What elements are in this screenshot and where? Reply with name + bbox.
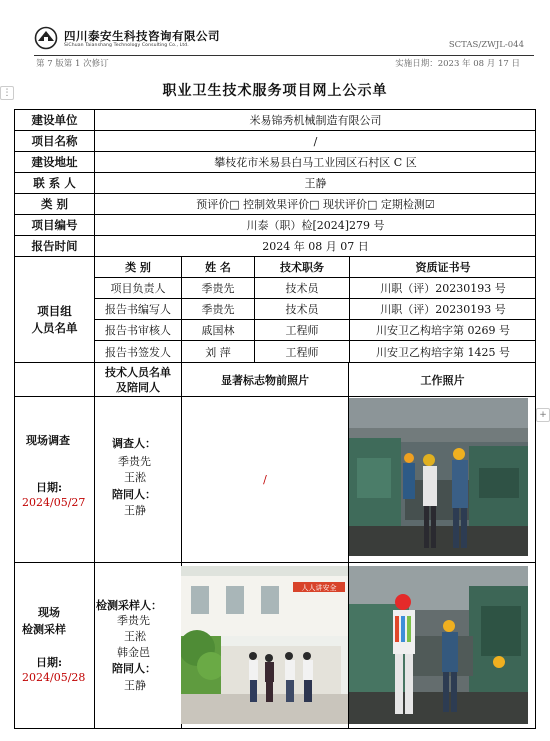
member-cert: 川职（评）20230193 号 [350,299,536,320]
contact-label: 联 系 人 [15,173,95,194]
staff-header-line1: 技术人员名单 [105,365,171,379]
report-time-value: 2024 年 08 月 07 日 [95,236,536,257]
survey-companion-label: 陪同人： [112,488,156,501]
member-name: 戚国林 [182,320,255,341]
sampling-label-line1: 现场 [38,606,60,619]
company-name-en: SiChuan Taianshang Technology Consulting Co., Ltd. [64,43,189,48]
member-role: 报告书签发人 [95,341,182,363]
sampling-work-photo [349,566,528,724]
survey-companion-name: 王静 [124,504,146,517]
survey-label: 现场调查 [26,434,70,447]
company-name-cn: 四川泰安生科技咨询有限公司 [64,29,220,43]
survey-date-label: 日期: [36,481,63,494]
member-title: 工程师 [255,341,350,363]
implement-date: 实施日期：2023 年 08 月 17 日 [395,59,520,69]
sampling-date-label: 日期: [36,656,63,669]
investigator-name: 季贵先 [118,455,151,468]
sampler-label: 检测采样人： [96,599,162,612]
member-name: 刘 萍 [182,341,255,363]
unit-label: 建设单位 [15,110,95,131]
category-value: 预评价□ 控制效果评价□ 现状评价□ 定期检测☑ [95,194,536,215]
sampling-date: 2024/05/28 [22,671,86,684]
project-no-label: 项目编号 [15,215,95,236]
header-divider [34,55,534,56]
member-title: 技术员 [255,299,350,320]
member-role: 项目负责人 [95,278,182,299]
document-code: SCTAS/ZWJL-044 [448,40,524,50]
member-cert: 川安卫乙构培字第 1425 号 [350,341,536,363]
member-role: 报告书编写人 [95,299,182,320]
landmark-header: 显著标志物前照片 [182,363,349,397]
address-label: 建设地址 [15,152,95,173]
contact-value: 王静 [95,173,536,194]
survey-landmark-cell [182,397,349,563]
team-label [15,278,95,363]
sampling-companion-name: 王静 [124,679,146,692]
add-page-icon[interactable]: + [536,408,550,422]
sampling-label-line2: 检测采样 [22,623,66,636]
team-header-cert: 资质证书号 [350,257,536,278]
member-name: 季贵先 [182,278,255,299]
project-name-label: 项目名称 [15,131,95,152]
work-photo-header: 工作照片 [349,363,536,397]
survey-work-photo [349,398,528,556]
document-header [14,22,536,69]
member-cert: 川安卫乙构培字第 0269 号 [350,320,536,341]
team-header-name: 姓 名 [182,257,255,278]
team-header-role: 类 别 [95,257,182,278]
sampling-landmark-photo [181,566,348,724]
staff-header [95,363,182,397]
sampling-companion-label: 陪同人： [112,662,156,675]
company-logo-icon [34,26,58,50]
sampling-label-cell [15,563,95,729]
investigator-label: 调查人： [112,437,156,450]
address-value: 攀枝花市米易县白马工业园区石村区 C 区 [95,152,536,173]
report-time-label: 报告时间 [15,236,95,257]
left-collapse-icon[interactable]: ⋮ [0,86,14,100]
project-no-value: 川泰（职）检[2024]279 号 [95,215,536,236]
team-label-line1: 项目组 [37,304,72,318]
sampler-name: 季贵先 [117,614,150,627]
sampling-banner-text: 人人讲安全 [301,584,337,592]
member-role: 报告书审核人 [95,320,182,341]
sampler-name: 王淞 [124,630,146,643]
revision-text: 第 7 版第 1 次修订 [36,59,109,69]
member-name: 季贵先 [182,299,255,320]
photo-header-corner [15,363,95,397]
sampler-name: 韩金邑 [117,646,150,659]
member-title: 工程师 [255,320,350,341]
unit-value: 米易锦秀机械制造有限公司 [95,110,536,131]
team-corner [15,257,95,278]
team-label-line2: 人员名单 [31,321,78,335]
staff-header-line2: 及陪同人 [116,380,160,394]
investigator-name: 王淞 [124,471,146,484]
project-name-value: / [95,131,536,152]
category-label: 类 别 [15,194,95,215]
page-title: 职业卫生技术服务项目网上公示单 [162,83,388,99]
survey-date: 2024/05/27 [22,496,86,509]
team-header-title: 技术职务 [255,257,350,278]
survey-landmark-placeholder: / [263,473,267,486]
member-cert: 川职（评）20230193 号 [350,278,536,299]
member-title: 技术员 [255,278,350,299]
